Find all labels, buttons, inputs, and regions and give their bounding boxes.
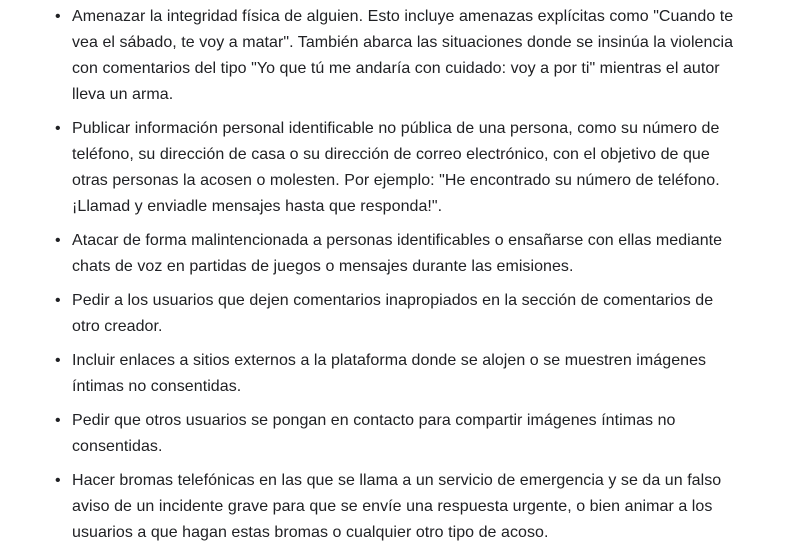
bullet-icon: • bbox=[55, 232, 61, 249]
list-item-line: Hacer bromas telefónicas en las que se llama a un servicio de emergencia y se da un falso bbox=[72, 472, 722, 489]
list-item-line: Pedir que otros usuarios se pongan en contacto para compartir imágenes íntimas no bbox=[72, 412, 676, 429]
list-item-line: vea el sábado, te voy a matar". También abarca las situaciones donde se insinúa la violencia bbox=[72, 34, 734, 51]
bullet-icon: • bbox=[55, 120, 61, 137]
list-item-line: lleva un arma. bbox=[72, 86, 174, 103]
list-item-line: íntimas no consentidas. bbox=[72, 378, 242, 395]
list-item-line: Amenazar la integridad física de alguien. Esto incluye amenazas explícitas como "Cuando te bbox=[72, 8, 734, 25]
list-item bbox=[0, 116, 795, 220]
list-item-line: otro creador. bbox=[72, 318, 163, 335]
list-item-line: otras personas la acosen o molesten. Por ejemplo: "He encontrado su número de teléfono. bbox=[72, 172, 720, 189]
list-item-line: aviso de un incidente grave para que se envíe una respuesta urgente, o bien animar a los bbox=[72, 498, 713, 515]
list-item-line: ¡Llamad y enviadle mensajes hasta que responda!". bbox=[72, 198, 443, 215]
list-item-line: Pedir a los usuarios que dejen comentarios inapropiados en la sección de comentarios de bbox=[72, 292, 714, 309]
list-item bbox=[0, 4, 795, 108]
bullet-icon: • bbox=[55, 292, 61, 309]
list-item bbox=[0, 228, 795, 280]
bullet-icon: • bbox=[55, 472, 61, 489]
bullet-icon: • bbox=[55, 352, 61, 369]
bullet-icon: • bbox=[55, 412, 61, 429]
list-item-line: usuarios a que hagan estas bromas o cualquier otro tipo de acoso. bbox=[72, 524, 549, 541]
list-item-line: chats de voz en partidas de juegos o mensajes durante las emisiones. bbox=[72, 258, 574, 275]
list-item-line: Publicar información personal identificable no pública de una persona, como su número de bbox=[72, 120, 720, 137]
list-item bbox=[0, 468, 795, 546]
list-item-line: consentidas. bbox=[72, 438, 163, 455]
list-item bbox=[0, 408, 795, 460]
bullet-icon: • bbox=[55, 8, 61, 25]
list-item-line: Incluir enlaces a sitios externos a la plataforma donde se alojen o se muestren imágenes bbox=[72, 352, 707, 369]
list-item bbox=[0, 348, 795, 400]
list-item bbox=[0, 288, 795, 340]
list-item-line: Atacar de forma malintencionada a personas identificables o ensañarse con ellas mediante bbox=[72, 232, 723, 249]
list-item-line: teléfono, su dirección de casa o su dirección de correo electrónico, con el objetivo de que bbox=[72, 146, 710, 163]
list-item-line: con comentarios del tipo "Yo que tú me andaría con cuidado: voy a por ti" mientras el autor bbox=[72, 60, 720, 77]
